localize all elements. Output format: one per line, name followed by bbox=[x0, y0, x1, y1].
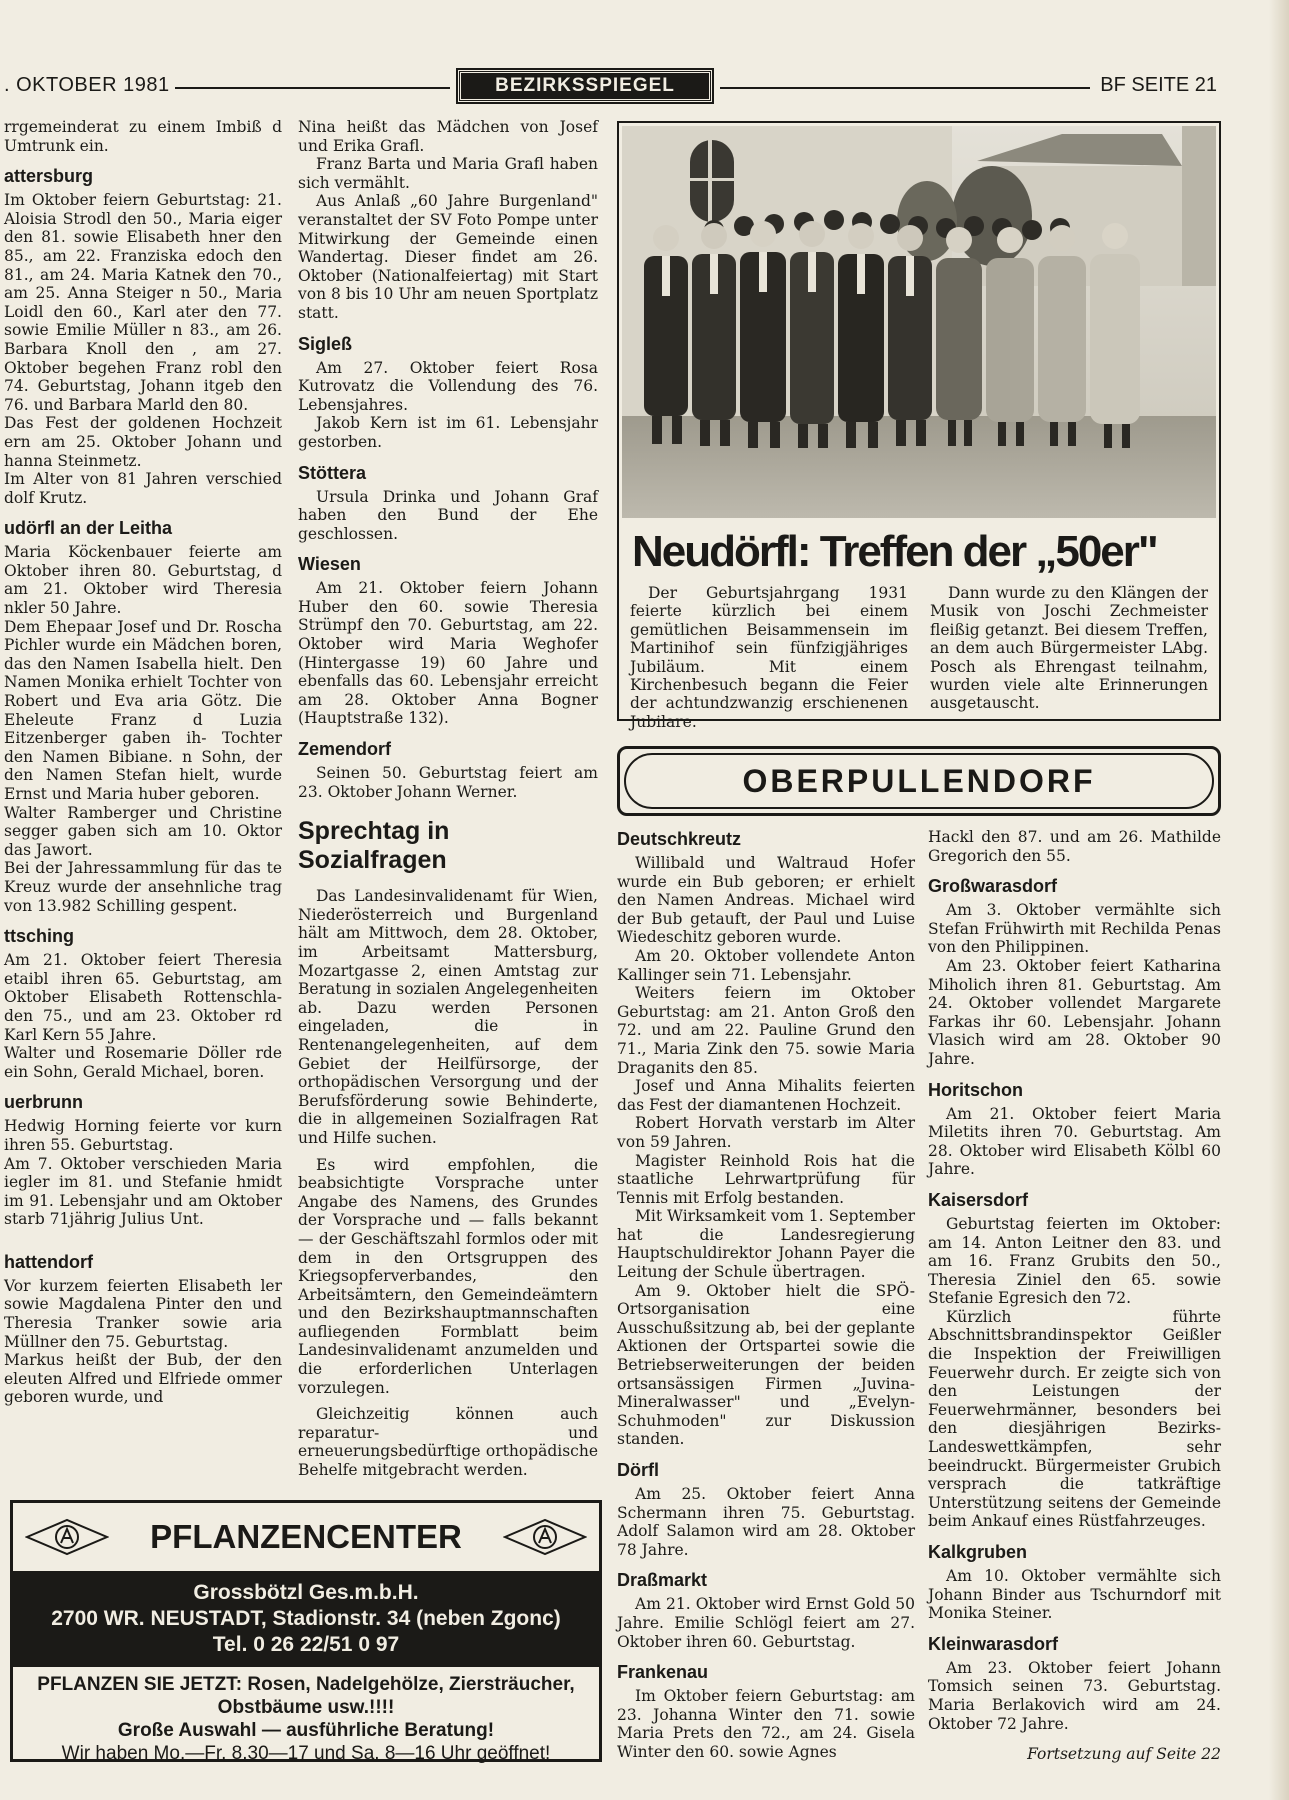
article-text: Es wird empfohlen, die beabsichtigte Vorsprache unter Angabe des Namens, des Grundes der Vorsprache und — falls bekannt — der Geschäftszahl formlos oder mit dem in den Ortsgruppen des Kriegsopferverbandes, den Arbeitsämtern, den Gemeindeämtern und den Bezirkshauptmannschaften aufliegenden Formblatt beim Landesinvalidenamt anzumelden und die erforderlichen Unterlagen vorzulegen. bbox=[298, 1155, 598, 1397]
article-text: Jakob Kern ist im 61. Lebensjahr gestorben. bbox=[298, 414, 598, 451]
district-banner bbox=[617, 746, 1221, 816]
ad-title: PFLANZENCENTER bbox=[150, 1518, 462, 1555]
continued-note: Fortsetzung auf Seite 22 bbox=[1027, 1745, 1221, 1764]
section-heading: attersburg bbox=[4, 166, 94, 187]
ad-slogan: Große Auswahl — ausführliche Beratung! bbox=[117, 1720, 495, 1741]
article-text: Weiters feiern im Oktober Geburtstag: am 21. Anton Groß den 72. und am 22. Pauline Grund den 71., Maria Zink den 75. sowie Maria Draganits den 85. bbox=[617, 984, 915, 1077]
article-text: Bei der Jahressammlung für das te Kreuz wurde der ansehnliche trag von 13.982 Schilling gespent. bbox=[4, 859, 282, 915]
caption-right: Dann wurde zu den Klängen der Musik von Joschi Zechmeister fleißig getanzt. Bei diesem Treffen, an dem auch Bürgermeister LAbg. Posch als Ehrengast teilnahm, wurden viele alte Erinnerungen ausgetauscht. bbox=[930, 584, 1208, 713]
article-text: Seinen 50. Geburtstag feiert am 23. Oktober Johann Werner. bbox=[298, 764, 598, 801]
section-heading: Kaisersdorf bbox=[928, 1189, 1029, 1210]
header-rule-left bbox=[175, 87, 450, 89]
section-heading: Zemendorf bbox=[298, 739, 392, 760]
article-text: Ursula Drinka und Johann Graf haben den Bund der Ehe geschlossen. bbox=[298, 487, 598, 543]
section-heading: Stöttera bbox=[298, 462, 367, 483]
ad-body bbox=[13, 1667, 599, 1765]
section-heading: Frankenau bbox=[617, 1662, 709, 1683]
ad-header bbox=[13, 1503, 599, 1571]
page-edge bbox=[1269, 0, 1289, 1800]
article-text: Dem Ehepaar Josef und Dr. Roscha Pichler wurde ein Mädchen boren, das den Namen Isabella hielt. Den Namen Monika erhielt Tochter von Robert und Eva aria Götz. Die Eheleute Franz d Luzia Eitzenberger gaben ih- Tochter den Namen Bibiane. n Sohn, der den Namen Stefan hielt, wurde Ernst und Maria huber geboren. bbox=[4, 617, 282, 803]
section-heading: Großwarasdorf bbox=[928, 876, 1058, 897]
article-text: Am 7. Oktober verschieden Maria iegler im 81. und Stefanie hmidt im 91. Lebensjahr und am Oktober starb 71jährig Julius Unt. bbox=[4, 1154, 282, 1229]
page-header bbox=[0, 70, 1225, 104]
caption-left: Der Geburtsjahrgang 1931 feierte kürzlich bei einem gemütlichen Beisammensein im Martinihof sein fünfzigjähriges Jubiläum. Mit einem Kirchenbesuch begann die Feier der achtundzwanzig erschienenen Jubilare. bbox=[630, 584, 908, 731]
article-text: Am 23. Oktober feiert Johann Tomsich seinen 73. Geburtstag. Maria Berlakovich wird am 24. Oktober 72 Jahre. bbox=[928, 1658, 1221, 1733]
ad-address: 2700 WR. NEUSTADT, Stadionstr. 34 (neben Zgonc) bbox=[51, 1607, 561, 1630]
article-text: Robert Horvath verstarb im Alter von 59 Jahren. bbox=[617, 1114, 915, 1151]
article-text: Franz Barta und Maria Grafl haben sich vermählt. bbox=[298, 155, 598, 192]
section-heading: udörfl an der Leitha bbox=[4, 518, 173, 539]
article-text: Josef und Anna Mihalits feierten das Fest der diamantenen Hochzeit. bbox=[617, 1077, 915, 1114]
section-heading: Kalkgruben bbox=[928, 1542, 1028, 1562]
article-text: Walter und Rosemarie Döller rde ein Sohn, Gerald Michael, boren. bbox=[4, 1044, 282, 1081]
article-text: Aus Anlaß „60 Jahre Burgenland" veranstaltet der SV Foto Pompe unter Mitwirkung der Gemeinde einen Wandertag. Dieser findet am 26. Oktober (Nationalfeiertag) mit Start von 8 bis 10 Uhr am neuen Sportplatz statt. bbox=[298, 192, 598, 322]
ad-phone: Tel. 0 26 22/51 0 97 bbox=[212, 1633, 400, 1656]
column-1 bbox=[4, 118, 282, 1407]
article-text: Mit Wirksamkeit vom 1. September hat die Landesregierung Hauptschuldirektor Johann Payer die Leitung der Schule übertragen. bbox=[617, 1207, 915, 1282]
photo-story bbox=[617, 121, 1221, 731]
section-heading: Sigleß bbox=[298, 333, 353, 354]
article-text: Im Oktober feiern Geburtstag: 21. Aloisia Strodl den 50., Maria eiger den 81. sowie Elisabeth hner den 85., am 22. Franziska edoch den 81., am 24. Maria Katnek den 70., am 25. Anna Steiger n 50., Maria Loidl den 60., Karl ater den 77. sowie Emilie Müller n 83., am 26. Barbara Knoll den , am 27. Oktober begehen Franz robl den 74. Geburtstag, Johann itgeb den 76. und Barbara Marld den 80. bbox=[4, 191, 282, 414]
article-text: Das Fest der goldenen Hochzeit ern am 25. Oktober Johann und hanna Steinmetz. bbox=[4, 414, 282, 470]
article-text: Am 3. Oktober vermählte sich Stefan Frühwirth mit Rechilda Penas von den Philippinen. bbox=[928, 901, 1221, 957]
article-text: Am 27. Oktober feiert Rosa Kutrovatz die Vollendung des 76. Lebensjahres. bbox=[298, 358, 598, 414]
column-4 bbox=[928, 828, 1221, 1764]
article-text: Im Oktober feiern Geburtstag: am 23. Johanna Winter den 71. sowie Maria Prets den 72., am 24. Gisela Winter den 60. sowie Agnes bbox=[617, 1687, 915, 1761]
section-heading: ttsching bbox=[4, 926, 74, 947]
column-2 bbox=[298, 118, 598, 1480]
ad-offer: PFLANZEN SIE JETZT: Rosen, Nadelgehölze, Ziersträucher, Obstbäume usw.!!!! bbox=[37, 1674, 575, 1718]
ad-address-block bbox=[13, 1571, 599, 1667]
photo-headline: Neudörfl: Treffen der „50er" bbox=[632, 527, 1157, 576]
section-heading: Wiesen bbox=[298, 554, 361, 575]
ad-hours: Wir haben Mo.—Fr. 8.30—17 und Sa. 8—16 Uhr geöffnet! bbox=[61, 1743, 551, 1764]
ad-company: Grossbötzl Ges.m.b.H. bbox=[193, 1581, 419, 1604]
article-text: Am 20. Oktober vollendete Anton Kallinger sein 71. Lebensjahr. bbox=[617, 946, 915, 984]
section-heading: Deutschkreutz bbox=[617, 829, 742, 849]
group-photo bbox=[622, 126, 1216, 518]
diamond-logo-icon bbox=[25, 1518, 109, 1556]
advertisement bbox=[10, 1500, 602, 1762]
article-text: Walter Ramberger und Christine segger gaben sich am 10. Oktor das Jawort. bbox=[4, 803, 282, 859]
article-text: Maria Köckenbauer feierte am Oktober ihren 80. Geburtstag, d am 21. Oktober wird Theresia nkler 50 Jahre. bbox=[4, 543, 282, 618]
section-heading: hattendorf bbox=[4, 1251, 93, 1272]
article-headline: Sprechtag in Sozialfragen bbox=[298, 817, 450, 875]
article-text: Gleichzeitig können auch reparatur- und erneuerungsbedürftige orthopädische Behelfe mitgebracht werden. bbox=[298, 1405, 598, 1480]
district-title: OBERPULLENDORF bbox=[624, 753, 1214, 809]
article-text: Kürzlich führte Abschnittsbrandinspektor Geißler die Inspektion der Freiwilligen Feuerwehr durch. Er zeigte sich von den Leistungen der Feuerwehrmänner, besonders bei den diesjährigen Bezirks-Landeswettkämpfen, sehr beeindruckt. Bürgermeister Grubich versprach die tatkräftige Unterstützung seitens der Gemeinde beim Ankauf eines Rüstfahrzeuges. bbox=[928, 1307, 1221, 1531]
section-heading: Draßmarkt bbox=[617, 1570, 708, 1591]
group-photo-image bbox=[622, 126, 1216, 518]
section-heading: Horitschon bbox=[928, 1079, 1024, 1100]
article-text: Am 21. Oktober feiert Maria Miletits ihren 70. Geburtstag. Am 28. Oktober wird Elisabeth Kölbl 60 Jahre. bbox=[928, 1104, 1221, 1179]
photo-caption bbox=[622, 584, 1216, 731]
section-badge: BEZIRKSSPIEGEL bbox=[458, 70, 712, 102]
article-text: Magister Reinhold Rois hat die staatliche Lehrwartprüfung für Tennis mit Erfolg bestanden. bbox=[617, 1151, 915, 1207]
issue-date: . OKTOBER 1981 bbox=[4, 74, 170, 96]
page-number: BF SEITE 21 bbox=[1100, 74, 1217, 96]
article-text: Das Landesinvalidenamt für Wien, Niederösterreich und Burgenland hält am Mittwoch, dem 28. Oktober, im Arbeitsamt Mattersburg, Mozartgasse 2, einen Amtstag zur Beratung in sozialen Angelegenheiten ab. Dazu werden Personen eingeladen, die in Rentenangelegenheiten, auf dem Gebiet der Heilfürsorge, der orthopädischen Versorgung und der Berufsförderung sowie Behinderte, die in allgemeinen Sozialfragen Rat und Hilfe suchen. bbox=[298, 887, 598, 1147]
article-text: Hedwig Horning feierte vor kurn ihren 55. Geburtstag. bbox=[4, 1117, 282, 1154]
article-text: Nina heißt das Mädchen von Josef und Erika Grafl. bbox=[298, 118, 598, 155]
article-text: Im Alter von 81 Jahren verschied dolf Krutz. bbox=[4, 470, 282, 507]
article-text: Markus heißt der Bub, der den eleuten Alfred und Elfriede ommer geboren wurde, und bbox=[4, 1351, 282, 1407]
diamond-logo-icon bbox=[503, 1518, 587, 1556]
article-text: Am 9. Oktober hielt die SPÖ-Ortsorganisation eine Ausschußsitzung ab, bei der geplante Aktionen der Ortspartei sowie die Betriebserweiterungen der beiden ortsansässigen Firmen „Juvina-Mineralwasser" und „Evelyn-Schuhmoden" zur Diskussion standen. bbox=[617, 1281, 915, 1449]
article-text: Am 21. Oktober wird Ernst Gold 50 Jahre. Emilie Schlögl feiert am 27. Oktober ihren 60. Geburtstag. bbox=[617, 1595, 915, 1651]
section-heading: Dörfl bbox=[617, 1460, 659, 1480]
article-text: rrgemeinderat zu einem Imbiß d Umtrunk ein. bbox=[4, 118, 282, 155]
column-3 bbox=[617, 828, 915, 1762]
article-text: Geburtstag feierten im Oktober: am 14. Anton Leitner den 83. und am 16. Franz Grubits den 50., Theresia Ziniel den 65. sowie Stefanie Egresich den 72. bbox=[928, 1214, 1221, 1308]
article-text: Hackl den 87. und am 26. Mathilde Gregorich den 55. bbox=[928, 828, 1221, 865]
article-text: Willibald und Waltraud Hofer wurde ein Bub geboren; er erhielt den Namen Andreas. Michael wird der Bub getauft, der Paul und Luise Wiedeschitz geboren wurde. bbox=[617, 854, 915, 947]
article-text: Am 21. Oktober feiert Theresia etaibl ihren 65. Geburtstag, am Oktober Elisabeth Rottenschla- den 75., und am 23. Oktober rd Karl Kern 55 Jahre. bbox=[4, 951, 282, 1044]
section-heading: uerbrunn bbox=[4, 1092, 83, 1113]
article-text: Am 25. Oktober feiert Anna Schermann ihren 75. Geburtstag. Adolf Salamon wird am 28. Oktober 78 Jahre. bbox=[617, 1485, 915, 1559]
article-text: Vor kurzem feierten Elisabeth ler sowie Magdalena Pinter den und Theresia Tranker sowie aria Müllner den 75. Geburtstag. bbox=[4, 1276, 282, 1351]
article-text: Am 21. Oktober feiern Johann Huber den 60. sowie Theresia Strümpf den 70. Geburtstag, am 22. Oktober wird Maria Weghofer (Hintergasse 19) 60 Jahre und ebenfalls das 60. Lebensjahr erreicht am 28. Oktober Anna Bogner (Hauptstraße 132). bbox=[298, 579, 598, 728]
article-text: Am 10. Oktober vermählte sich Johann Binder aus Tschurndorf mit Monika Steiner. bbox=[928, 1567, 1221, 1623]
article-text: Am 23. Oktober feiert Katharina Miholich ihren 81. Geburtstag. Am 24. Oktober vollendet Margarete Farkas ihr 60. Lebensjahr. Johann Vlasich wird am 28. Oktober 90 Jahre. bbox=[928, 956, 1221, 1068]
section-heading: Kleinwarasdorf bbox=[928, 1633, 1059, 1654]
header-rule-right bbox=[720, 87, 1090, 89]
